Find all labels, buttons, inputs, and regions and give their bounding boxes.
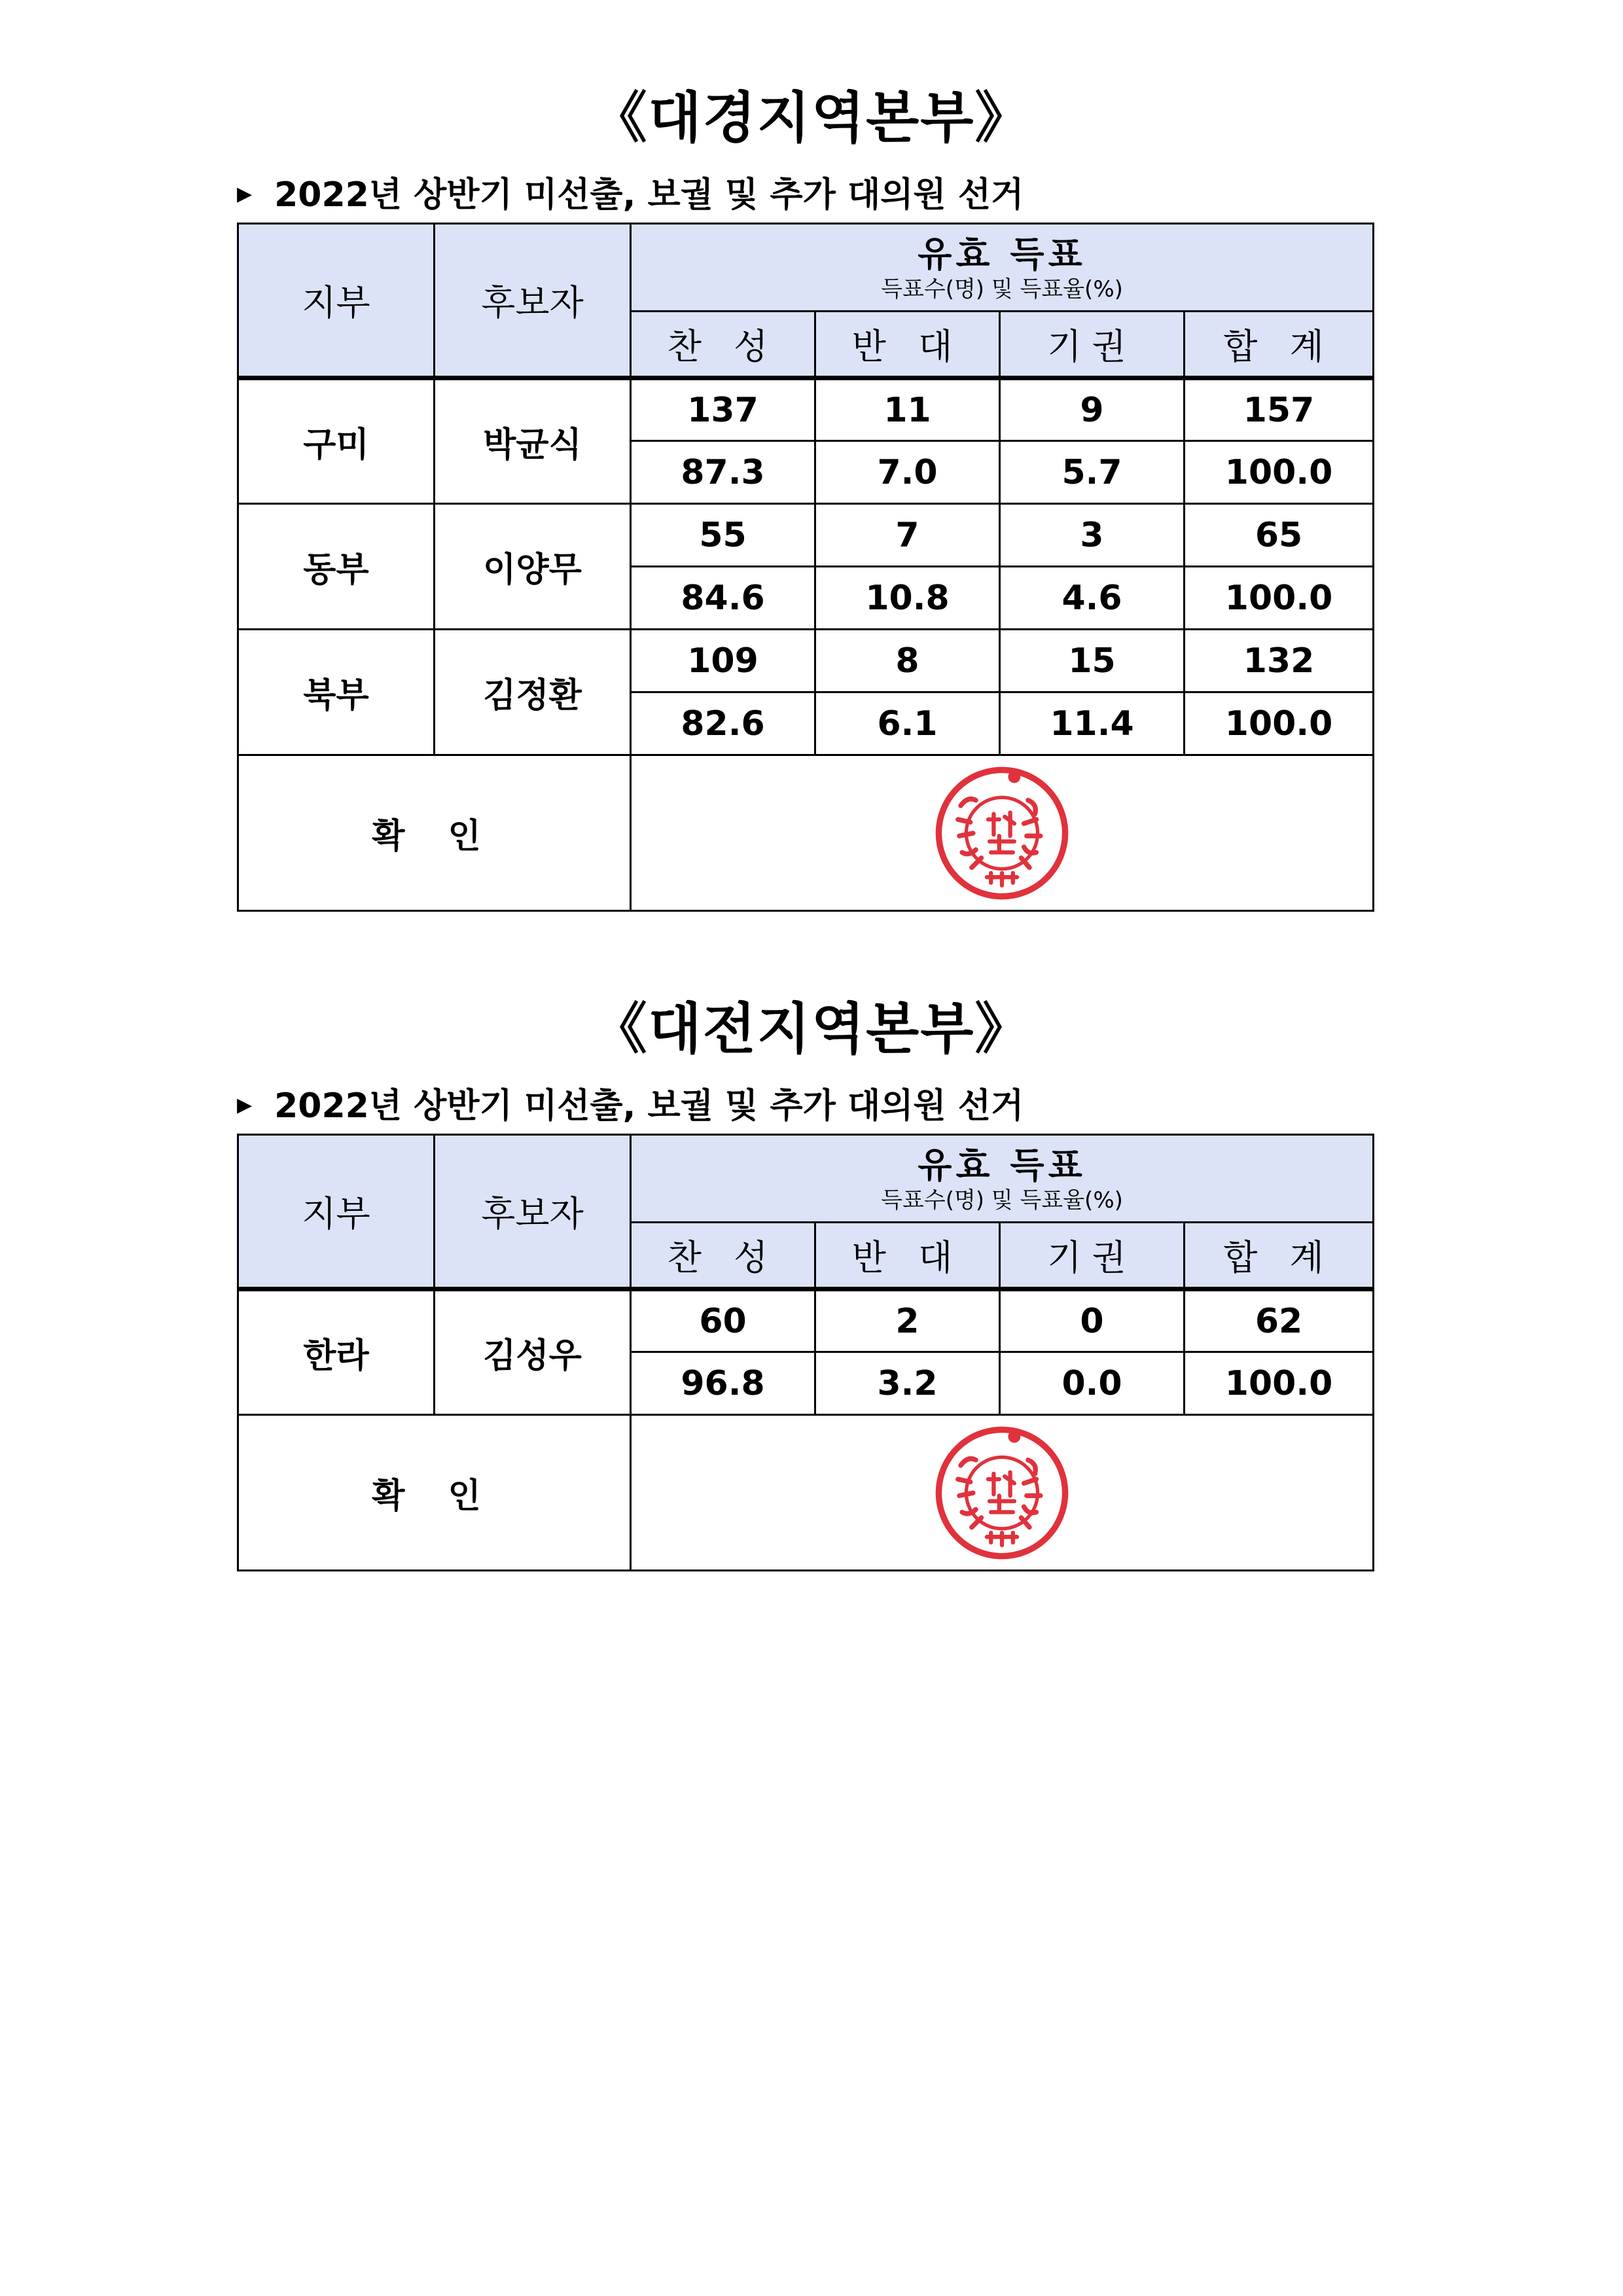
triangle-right-icon: ▶ <box>237 183 253 206</box>
rate-total: 100.0 <box>1185 567 1374 630</box>
header-total: 합 계 <box>1185 1223 1374 1289</box>
header-total: 합 계 <box>1185 312 1374 378</box>
header-valid-votes-label: 유효 득표 <box>918 1144 1086 1186</box>
count-for: 109 <box>631 630 815 692</box>
candidate-cell: 이양무 <box>435 504 631 630</box>
branch-cell: 동부 <box>238 504 435 630</box>
header-for: 찬 성 <box>631 1223 815 1289</box>
count-abstain: 15 <box>1000 630 1185 692</box>
count-total: 65 <box>1185 504 1374 567</box>
confirm-label: 확 인 <box>238 755 631 911</box>
rate-against: 6.1 <box>815 692 1000 755</box>
header-branch: 지부 <box>238 224 435 378</box>
header-branch: 지부 <box>238 1135 435 1289</box>
header-for: 찬 성 <box>631 312 815 378</box>
header-valid-votes-note: 득표수(명) 및 득표율(%) <box>881 276 1123 302</box>
count-total: 62 <box>1185 1289 1374 1352</box>
header-valid-votes-label: 유효 득표 <box>918 233 1086 275</box>
header-candidate: 후보자 <box>435 1135 631 1289</box>
count-against: 11 <box>815 378 1000 441</box>
subtitle-text: 2022년 상반기 미선출, 보궐 및 추가 대의원 선거 <box>274 175 1024 215</box>
count-for: 60 <box>631 1289 815 1352</box>
header-abstain: 기권 <box>1000 312 1185 378</box>
branch-cell: 구미 <box>238 378 435 504</box>
vote-results-table <box>237 223 1374 912</box>
election-subtitle <box>237 171 1024 221</box>
count-abstain: 0 <box>1000 1289 1185 1352</box>
seal-cell <box>631 755 1374 911</box>
rate-for: 84.6 <box>631 567 815 630</box>
rate-against: 7.0 <box>815 441 1000 504</box>
rate-abstain: 0.0 <box>1000 1352 1185 1415</box>
section-title: 《대전지역본부》 <box>592 997 1031 1061</box>
rate-against: 3.2 <box>815 1352 1000 1415</box>
official-seal-icon <box>933 1424 1071 1562</box>
branch-cell: 북부 <box>238 630 435 755</box>
candidate-cell: 김정환 <box>435 630 631 755</box>
seal-cell <box>631 1415 1374 1571</box>
rate-abstain: 11.4 <box>1000 692 1185 755</box>
header-valid-votes-note: 득표수(명) 및 득표율(%) <box>881 1187 1123 1213</box>
count-abstain: 9 <box>1000 378 1185 441</box>
count-abstain: 3 <box>1000 504 1185 567</box>
rate-total: 100.0 <box>1185 1352 1374 1415</box>
header-candidate: 후보자 <box>435 224 631 378</box>
count-total: 157 <box>1185 378 1374 441</box>
triangle-right-icon: ▶ <box>237 1094 253 1117</box>
election-subtitle <box>237 1083 1024 1132</box>
rate-against: 10.8 <box>815 567 1000 630</box>
branch-cell: 한라 <box>238 1289 435 1415</box>
count-against: 2 <box>815 1289 1000 1352</box>
header-against: 반 대 <box>815 312 1000 378</box>
header-abstain: 기권 <box>1000 1223 1185 1289</box>
confirm-label: 확 인 <box>238 1415 631 1571</box>
count-total: 132 <box>1185 630 1374 692</box>
rate-abstain: 5.7 <box>1000 441 1185 504</box>
subtitle-text: 2022년 상반기 미선출, 보궐 및 추가 대의원 선거 <box>274 1086 1024 1126</box>
official-seal-icon <box>933 764 1071 902</box>
rate-for: 96.8 <box>631 1352 815 1415</box>
header-against: 반 대 <box>815 1223 1000 1289</box>
section-title: 《대경지역본부》 <box>592 86 1031 150</box>
count-for: 55 <box>631 504 815 567</box>
rate-total: 100.0 <box>1185 692 1374 755</box>
header-valid-votes <box>631 1135 1374 1223</box>
count-against: 7 <box>815 504 1000 567</box>
candidate-cell: 김성우 <box>435 1289 631 1415</box>
count-for: 137 <box>631 378 815 441</box>
header-valid-votes <box>631 224 1374 312</box>
vote-results-table <box>237 1134 1374 1571</box>
rate-abstain: 4.6 <box>1000 567 1185 630</box>
candidate-cell: 박균식 <box>435 378 631 504</box>
count-against: 8 <box>815 630 1000 692</box>
rate-for: 87.3 <box>631 441 815 504</box>
rate-for: 82.6 <box>631 692 815 755</box>
rate-total: 100.0 <box>1185 441 1374 504</box>
